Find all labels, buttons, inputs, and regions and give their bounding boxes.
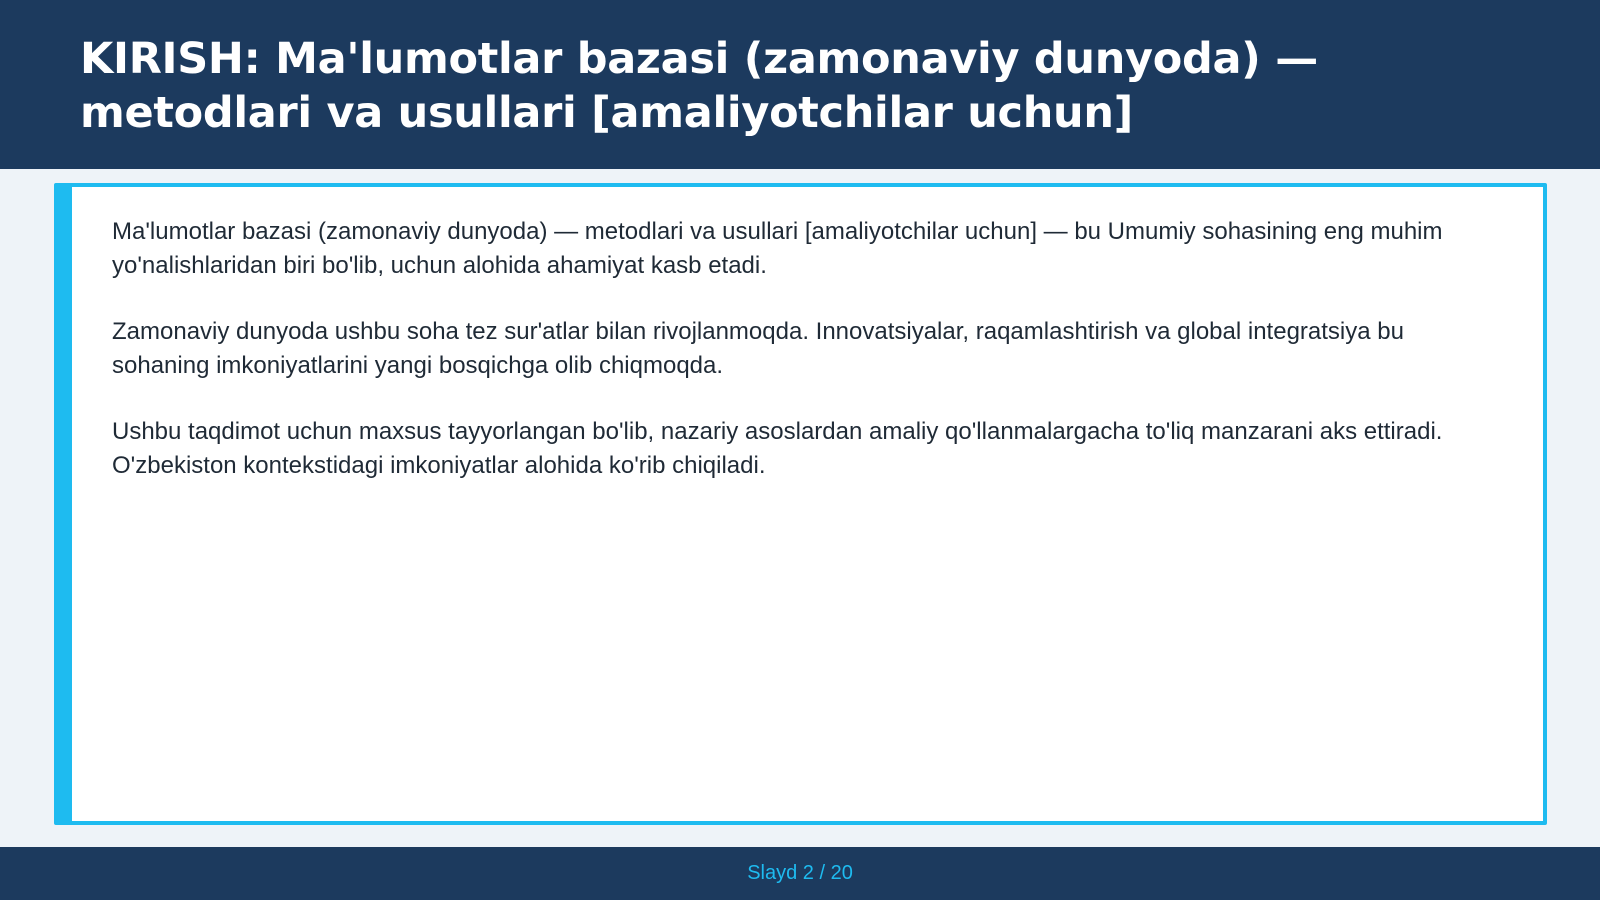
content-paragraph-1: Ma'lumotlar bazasi (zamonaviy dunyoda) — metodlari va usullari [amaliyotchilar uchun] — bu Umumiy sohasining eng muhim yo'nalishlaridan biri bo'lib, uchun alohida ahamiyat kasb etadi. (112, 218, 1443, 279)
slide-footer (0, 847, 1600, 900)
content-box (54, 183, 1547, 825)
slide-header (0, 0, 1600, 169)
content-paragraph-3: Ushbu taqdimot uchun maxsus tayyorlangan bo'lib, nazariy asoslardan amaliy qo'llanmalargacha to'liq manzarani aks ettiradi. O'zbekiston kontekstidagi imkoniyatlar alohida ko'rib chiqiladi. (112, 418, 1443, 479)
slide-counter: Slayd 2 / 20 (747, 862, 853, 884)
content-paragraph-2: Zamonaviy dunyoda ushbu soha tez sur'atlar bilan rivojlanmoqda. Innovatsiyalar, raqamlashtirish va global integratsiya bu sohaning imkoniyatlarini yangi bosqichga olib chiqmoqda. (112, 318, 1404, 379)
slide-title: KIRISH: Ma'lumotlar bazasi (zamonaviy dunyoda) — metodlari va usullari [amaliyotchilar uchun] (80, 34, 1318, 138)
